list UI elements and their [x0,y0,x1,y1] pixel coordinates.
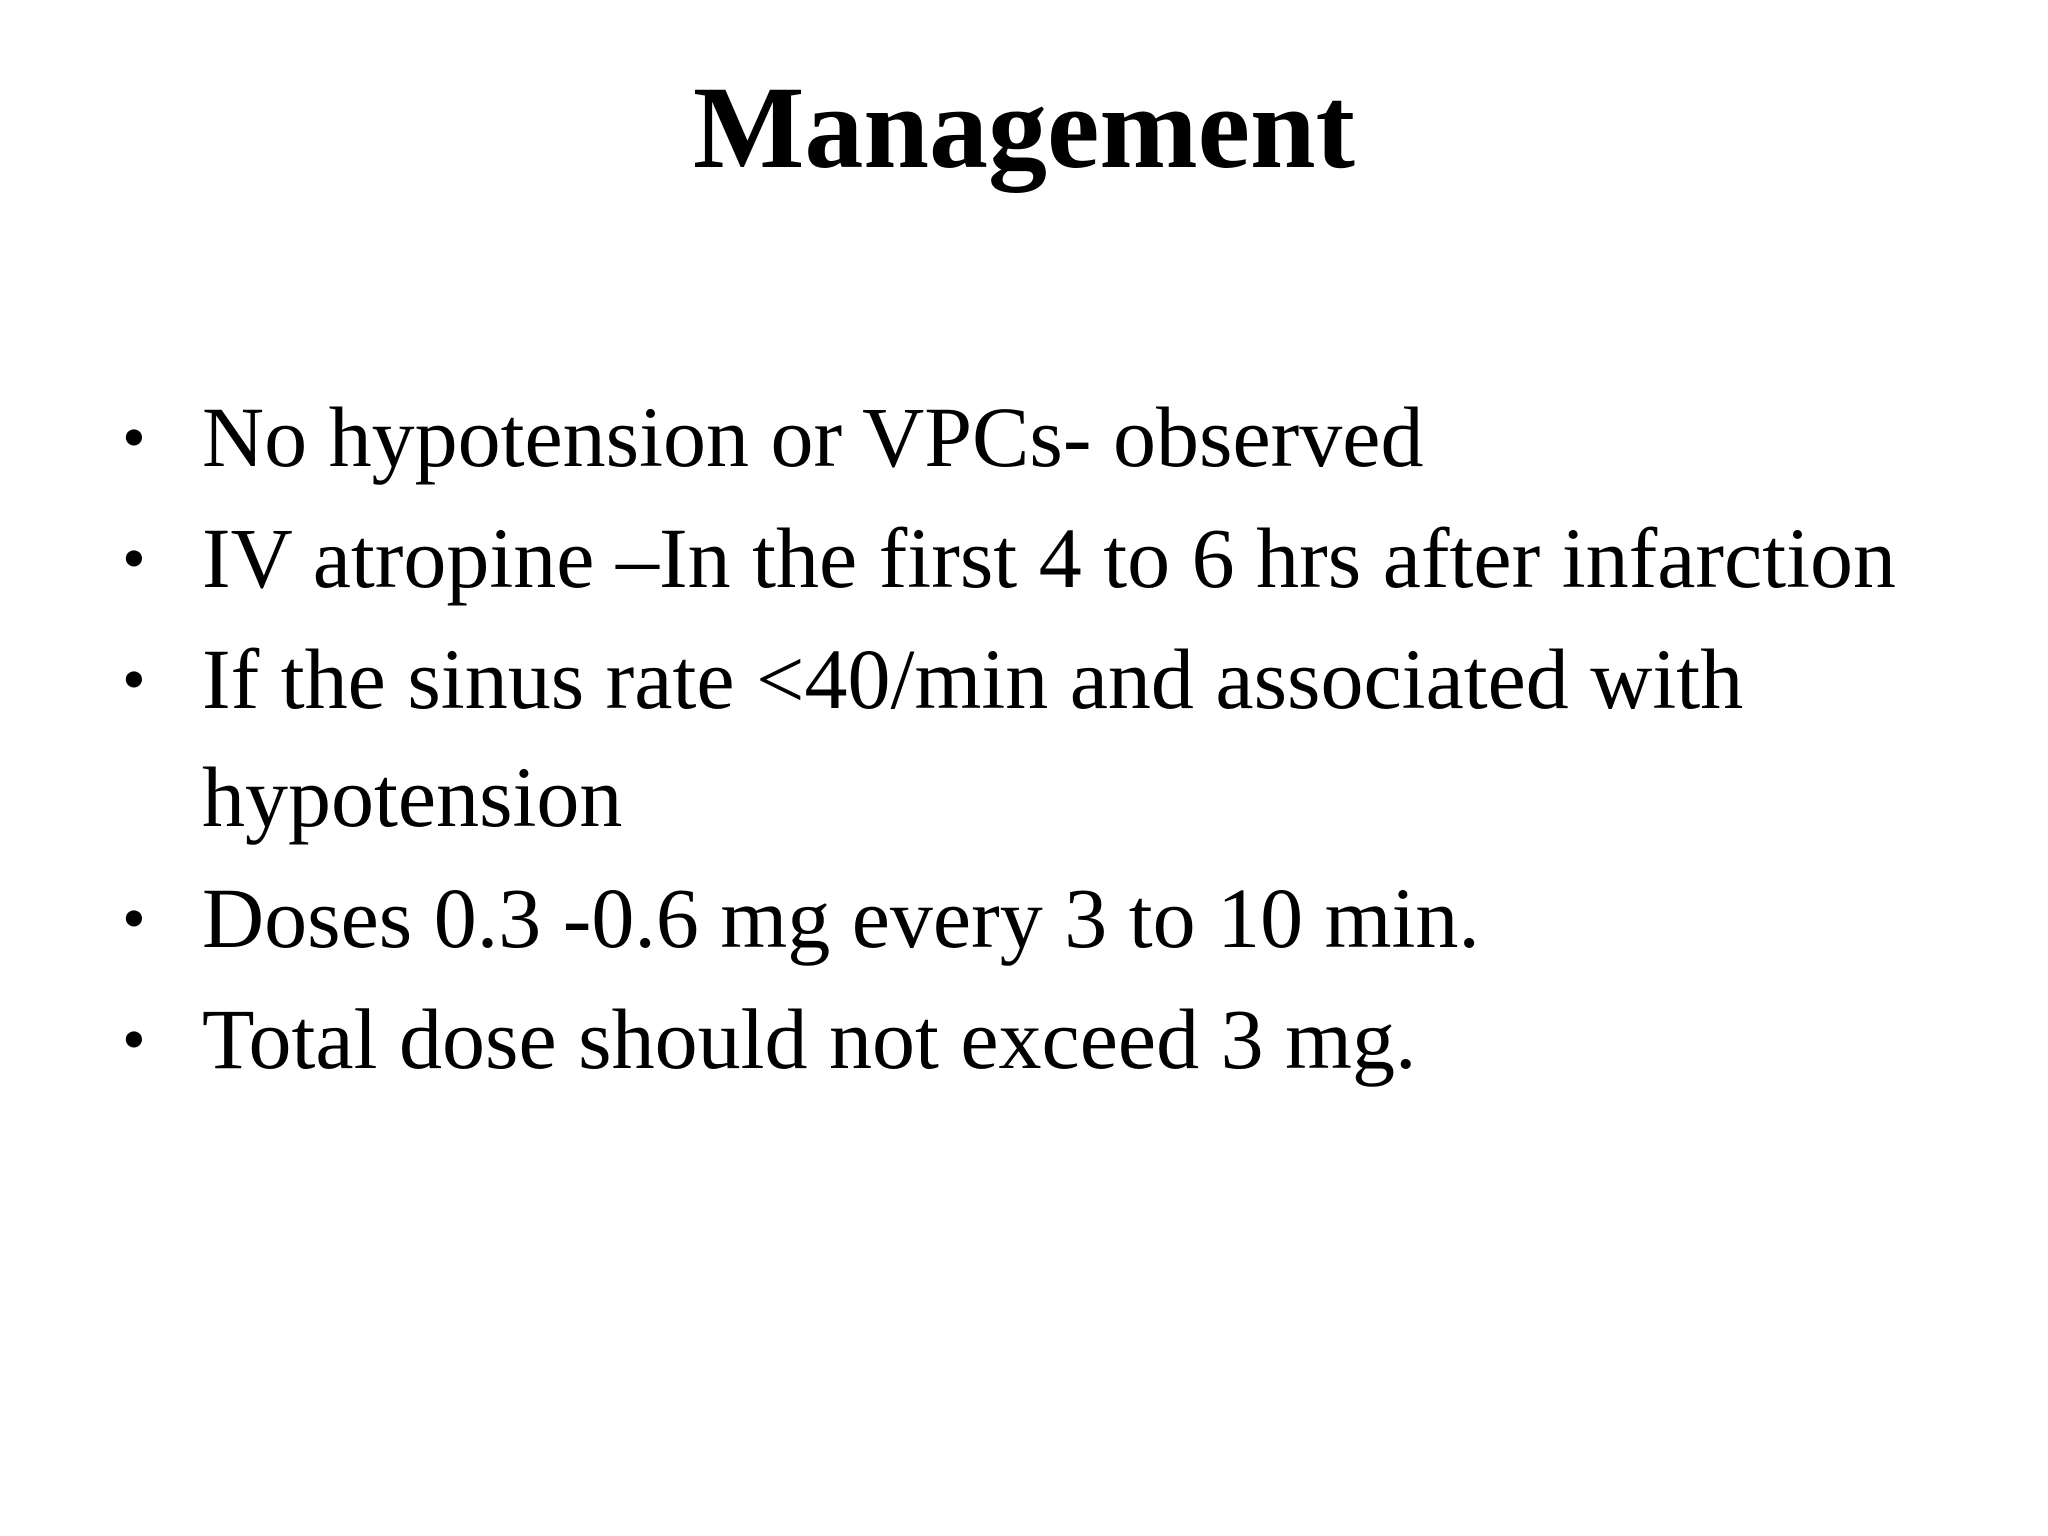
bullet-text: Total dose should not exceed 3 mg. [202,991,1417,1087]
slide-title: Management [693,62,1355,193]
bullet-text: No hypotension or VPCs- observed [202,389,1424,485]
list-item [122,499,1962,617]
bullet-icon: • [122,880,146,956]
bullet-icon: • [122,641,146,717]
list-item [122,620,1962,856]
bullet-text: Doses 0.3 -0.6 mg every 3 to 10 min. [202,870,1480,966]
bullet-icon: • [122,520,146,596]
bullet-icon: • [122,399,146,475]
list-item [122,378,1962,496]
bullet-icon: • [122,1001,146,1077]
bullet-list [122,378,1962,1101]
list-item [122,980,1962,1098]
list-item [122,859,1962,977]
bullet-text: If the sinus rate <40/min and associated with hypotension [202,631,1744,845]
bullet-text: IV atropine –In the first 4 to 6 hrs after infarction [202,510,1897,606]
